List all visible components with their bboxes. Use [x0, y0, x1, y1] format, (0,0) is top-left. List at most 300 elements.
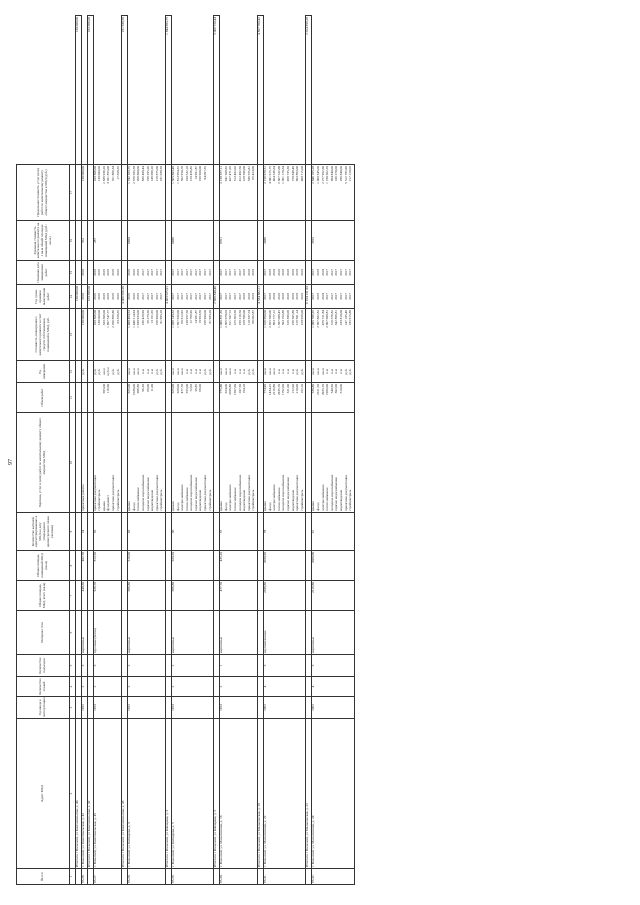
limit-cost-line: 199 295,26 — [145, 166, 150, 182]
accept-year-line: 2017 — [334, 293, 339, 300]
specific-cost: 6486 — [171, 221, 213, 261]
limit-cost-line: 336 555,81 — [246, 166, 251, 182]
accept-year-line: 2018 — [272, 293, 277, 300]
unit-line: куб.м — [106, 367, 111, 376]
work-volume-line: 355,00 — [184, 384, 189, 394]
accept-year-line: 2019 — [92, 293, 97, 300]
row-number: 65.26. — [82, 869, 88, 885]
plan-year-line: 2017 — [228, 269, 233, 276]
work-volume-line: 1038,00 — [131, 384, 136, 396]
subtotal-label: Итого по г Вольский, ул Малыгинская, д. 16 — [258, 719, 264, 869]
accept-year — [93, 285, 122, 309]
work-type-line: проектная документация — [343, 475, 348, 511]
year-built: 1953 — [171, 697, 213, 719]
accept-year-line: 2019 — [110, 293, 115, 300]
limit-cost-line: 1 565 603,49 — [170, 166, 175, 184]
premises-area: 813,50 — [93, 551, 122, 581]
accept-year-line: 2018 — [285, 293, 290, 300]
subtotal-cost: 6 224 131,93 — [306, 285, 312, 309]
limit-cost-line: 1 091 170,34 — [281, 166, 286, 184]
work-volume-line: 624,00 — [223, 384, 228, 394]
limit-cost-line: 1 730 362,28 — [325, 166, 330, 184]
cost-line: 66 092,87 — [251, 310, 256, 324]
work-type-line: крыша — [263, 501, 267, 511]
plan-year-line: 2018 — [246, 269, 251, 276]
limit-cost — [171, 165, 213, 221]
unit-line: п.м — [325, 369, 330, 374]
work-volume-line: 774,90 — [263, 384, 267, 394]
work-volume-line — [117, 384, 122, 411]
cost-line: 59 279,39 — [145, 310, 150, 324]
plan-year-line: 2019 — [136, 269, 141, 276]
column-header: Перечень услуг и (или) работ по капитальному ремонту общего имущества МКД — [17, 413, 70, 513]
limit-cost-line: 2 158 977,11 — [219, 166, 224, 184]
cost-line: 2 296 899,89 — [110, 310, 115, 328]
work-volume-line: 695,00 — [101, 384, 106, 394]
specific-cost: 552 — [82, 221, 88, 261]
column-number: 8 — [70, 551, 76, 581]
address: г. Вольский, ул. Комсомольская, д. 45 — [93, 719, 122, 869]
work-volume — [220, 383, 258, 413]
plan-year-line: 2018 — [315, 269, 320, 276]
unit-line: п.м — [233, 369, 238, 374]
limit-cost-line: 5 512 785,90 — [343, 166, 348, 184]
work-volume-line: 1434,25 — [267, 384, 272, 396]
residents: 91 — [312, 513, 354, 551]
entrances: 1 — [220, 655, 258, 677]
subtotal-label: Итого по г Вольский, ул Малыгинская, д. 22 — [306, 719, 312, 869]
cost-line: 1 009 871,35 — [219, 310, 224, 328]
cost — [220, 309, 258, 361]
work-volume-line: 2935,70 — [276, 384, 281, 396]
unit-line: кв.м — [180, 368, 185, 375]
subtotal-label: Итого по г Вольский, ул Кобзарева, д. 3 — [165, 719, 171, 869]
premises-area: 620,20 — [171, 551, 213, 581]
entrances: 3 — [82, 655, 88, 677]
cost-line: 342 896,81 — [334, 310, 339, 326]
column-number: 6 — [70, 611, 76, 655]
premises-area: 2068,60 — [312, 551, 354, 581]
accept-year — [220, 285, 258, 309]
work-type-line: горячее водоснабжение — [334, 477, 339, 511]
accept-year-line: 2017 — [311, 293, 316, 300]
cost-line: 1 897 547,77 — [106, 310, 111, 328]
entrances: 3 — [312, 655, 354, 677]
cost-line: 185 915,88 — [348, 310, 353, 326]
work-type-line: теплоснабжение — [233, 487, 238, 511]
year-built: 1962 — [312, 697, 354, 719]
register-table — [16, 15, 355, 885]
work-volume-line — [252, 384, 257, 411]
cost-line: 319 376,82 — [329, 310, 334, 326]
accept-year-line: 2019 — [131, 293, 136, 300]
work-type-line: фасад — [223, 502, 228, 511]
subtotal-limit: 1 844 693,75 — [165, 16, 171, 165]
unit-line: руб. — [159, 368, 164, 375]
work-type-line: водоотведение — [150, 489, 155, 511]
plan-year-line: 2017 — [180, 269, 185, 276]
column-number: 10 — [70, 413, 76, 513]
premises-area: 435,20 — [220, 551, 258, 581]
work-type-line: стройконтроль — [97, 489, 102, 511]
plan-year-line: 2018 — [276, 269, 281, 276]
residents: 37 — [220, 513, 258, 551]
cost-line: 2 365 678,03 — [223, 310, 228, 328]
work-volume-line — [209, 384, 214, 411]
plan-year-line: 2017 — [348, 269, 353, 276]
subtotal-limit: 130 000,00 — [76, 16, 82, 165]
column-header: Ед. измерения — [17, 361, 70, 383]
work-type-line: стройконтроль — [207, 489, 212, 511]
plan-year-line: 2019 — [97, 269, 102, 276]
table-row — [93, 16, 122, 885]
unit-line: руб. — [203, 368, 208, 375]
work-type — [312, 413, 354, 513]
wall-material: кирпичные — [82, 611, 88, 655]
plan-year-line: 2019 — [131, 269, 136, 276]
plan-year-line: 2017 — [219, 269, 224, 276]
cost-line: 147 185,49 — [343, 310, 348, 326]
subtotal-limit: 4 857 760,42 — [258, 16, 264, 165]
unit-line: руб. — [92, 368, 97, 375]
column-header: Общая площадь помещений МКД (кв.м) — [17, 551, 70, 581]
plan-year-line: 2018 — [299, 269, 304, 276]
limit-cost-line: 1 060 345,00 — [315, 166, 320, 184]
column-number: 11 — [70, 383, 76, 413]
cost-line: 18 993,59 — [198, 310, 203, 324]
plan-year-line: 2017 — [193, 269, 198, 276]
unit — [312, 361, 354, 383]
work-type-line: электроснабжение — [228, 484, 233, 511]
cost-line: 1 408 494,53 — [127, 310, 132, 328]
work-type-line: фасад — [267, 502, 272, 511]
limit-cost-line: 199 900,00 — [198, 166, 203, 182]
limit-cost-line: 2 846 165,28 — [311, 166, 316, 184]
premises-area: 616,00 — [128, 551, 166, 581]
unit-line: руб. — [97, 368, 102, 375]
plan-year-line: 2018 — [295, 269, 300, 276]
accept-year-line: 2017 — [159, 293, 164, 300]
plan-year-line: 2017 — [170, 269, 175, 276]
accept-year-line: 2017 — [140, 293, 145, 300]
work-volume-line: 625,00 — [170, 384, 175, 394]
limit-cost-line: 219 875,00 — [154, 166, 159, 182]
accept-year-line: 2019 — [115, 293, 120, 300]
entrances: 2 — [171, 655, 213, 677]
work-type — [171, 413, 213, 513]
column-number: 12 — [70, 361, 76, 383]
accept-year-line: 2017 — [343, 293, 348, 300]
column-number: 2 — [70, 719, 76, 869]
cost-line: 228 586,00 — [242, 310, 247, 326]
total-area: 440,30 — [82, 581, 88, 611]
column-header: № п/п — [17, 869, 70, 885]
residents: 36 — [171, 513, 213, 551]
year-built: 1953 — [220, 697, 258, 719]
plan-year — [220, 261, 258, 285]
work-type — [220, 413, 258, 513]
unit-line: п.м — [198, 369, 203, 374]
work-type-line: проектная документация — [92, 475, 97, 511]
work-type-line: стройконтроль — [299, 489, 304, 511]
accept-year — [128, 285, 166, 309]
accept-year-line: 2017 — [348, 293, 353, 300]
plan-year — [312, 261, 354, 285]
row-number: 65.28. — [128, 869, 166, 885]
accept-year-line: 2017 — [193, 293, 198, 300]
limit-cost-line: 2 667 532,08 — [276, 166, 281, 184]
unit-line: руб. — [81, 368, 85, 375]
address: г. Вольский, ул. Комсомольская, д. 42 — [82, 719, 88, 869]
unit-line: руб. — [110, 368, 115, 375]
column-header: Адрес МКД — [17, 719, 70, 869]
unit-line: п.м — [329, 369, 334, 374]
work-type-line: проектные работы — [81, 484, 85, 511]
work-volume-line: 2208,80 — [228, 384, 233, 396]
cost-line: 503 193,89 — [281, 310, 286, 326]
work-type-line: теплоснабжение — [136, 487, 141, 511]
accept-year-line: 2018 — [276, 293, 281, 300]
cost-line: 1 938 933,00 — [136, 310, 141, 328]
unit-line: кв.м — [311, 368, 316, 375]
limit-cost-line: 941 508,62 — [223, 166, 228, 182]
subtotal-cost: 4 066 656,29 — [122, 285, 128, 309]
cost-line: 228 959,00 — [299, 310, 304, 326]
plan-year-line: 2018 — [242, 269, 247, 276]
work-type-line: холодное водоснабжение — [237, 474, 242, 511]
unit-line: руб. — [207, 368, 212, 375]
subtotal-label: Итого по г Вольский, ул Комсомольская, д. 40 — [76, 719, 82, 869]
unit-line: кв.м — [315, 368, 320, 375]
work-type-line: проектная документация — [154, 475, 159, 511]
plan-year-line: 2017 — [207, 269, 212, 276]
plan-year-line: 2017 — [198, 269, 203, 276]
unit-line: п.м — [290, 369, 295, 374]
cost-line: 199 216,50 — [237, 310, 242, 326]
cost — [312, 309, 354, 361]
plan-year-line: 2017 — [329, 269, 334, 276]
accept-year-line: 2017 — [180, 293, 185, 300]
column-header: Объем работ — [17, 383, 70, 413]
plan-year — [128, 261, 166, 285]
unit-line: п.м — [184, 369, 189, 374]
limit-cost-line: 728 848,48 — [290, 166, 295, 182]
plan-year-line: 2017 — [150, 269, 155, 276]
accept-year-line: 2017 — [175, 293, 180, 300]
total-area: 926,70 — [93, 581, 122, 611]
limit-cost-line: 84 097,35 — [203, 166, 208, 180]
cost-line: 233 810,00 — [338, 310, 343, 326]
column-number: 9 — [70, 513, 76, 551]
residents: 35 — [93, 513, 122, 551]
cost-line: 81 985,20 — [159, 310, 164, 324]
unit-line: п.м — [145, 369, 150, 374]
work-type-line: фасад — [175, 502, 180, 511]
work-volume-line: 321,00 — [285, 384, 290, 394]
work-volume-line: 11,00 — [150, 384, 155, 392]
plan-year-line: 2017 — [237, 269, 242, 276]
accept-year-line: 2017 — [219, 293, 224, 300]
work-volume-line: 2216,80 — [272, 384, 277, 396]
subtotal-cost: 2 969 840,46 — [214, 285, 220, 309]
accept-year-line: 2017 — [233, 293, 238, 300]
cost-line: 13 191,65 — [150, 310, 155, 324]
accept-year-line: 2018 — [295, 293, 300, 300]
cost-line: 319 389,09 — [285, 310, 290, 326]
work-volume-line: 210,00 — [295, 384, 300, 394]
accept-year-line: 2017 — [237, 293, 242, 300]
limit-cost-line: 231 638,58 — [159, 166, 164, 182]
unit-line: п.м — [140, 369, 145, 374]
column-number: 17 — [70, 165, 76, 221]
plan-year-line: 2019 — [101, 269, 106, 276]
work-volume-line — [82, 384, 87, 411]
limit-cost — [220, 165, 258, 221]
work-type-line: холодное водоснабжение — [189, 474, 194, 511]
total-area: 2208,80 — [264, 581, 306, 611]
cost-line: 2 655 506,06 — [267, 310, 272, 328]
limit-cost-line: 161 866,34 — [110, 166, 115, 182]
entrances: 2 — [128, 655, 166, 677]
cost-line: 130 000,00 — [81, 310, 85, 326]
accept-year-line: 2018 — [242, 293, 247, 300]
unit-line: руб. — [348, 368, 353, 375]
limit-cost-line: 266 800,00 — [136, 166, 141, 182]
accept-year-line: 2018 — [320, 293, 325, 300]
cost-line: 219 581,14 — [295, 310, 300, 326]
specific-cost: 2486 — [264, 221, 306, 261]
limit-cost-line: 694 840,00 — [329, 166, 334, 182]
wall-material: кирпичные — [128, 611, 166, 655]
limit-cost-line: 459 735,30 — [285, 166, 290, 182]
column-header: Плановая дата завершения работ — [17, 261, 70, 285]
plan-year-line: 2017 — [338, 269, 343, 276]
accept-year-line: 2017 — [145, 293, 150, 300]
unit — [171, 361, 213, 383]
accept-year-line: 2017 — [203, 293, 208, 300]
limit-cost — [128, 165, 166, 221]
residents: 78 — [264, 513, 306, 551]
work-type — [264, 413, 306, 513]
plan-year-line: 2018 — [281, 269, 286, 276]
accept-year-line: 2017 — [263, 293, 267, 300]
unit-line: кв.м — [267, 368, 272, 375]
unit-line: п.м — [334, 369, 339, 374]
page-number: 97 — [8, 459, 14, 465]
work-volume-line: 119,60 — [106, 384, 111, 394]
limit-cost-line: 228 586,00 — [242, 166, 247, 182]
plan-year-line: 2018 — [272, 269, 277, 276]
limit-cost-line: 464 536,64 — [272, 166, 277, 182]
floors: 2 — [220, 677, 258, 697]
plan-year-line: 2019 — [127, 269, 132, 276]
column-number: 1 — [70, 869, 76, 885]
plan-year-line: 2017 — [145, 269, 150, 276]
unit-line: руб. — [295, 368, 300, 375]
work-type-line: крыша — [101, 501, 106, 511]
column-number: 14 — [70, 285, 76, 309]
wall-material: кирпичные — [171, 611, 213, 655]
unit-line: руб. — [343, 368, 348, 375]
column-number: 15 — [70, 261, 76, 285]
work-volume-line: 1966,00 — [325, 384, 330, 396]
accept-year-line: 2019 — [101, 293, 106, 300]
floors: 2 — [128, 677, 166, 697]
limit-cost-line: 149 099,20 — [150, 166, 155, 182]
work-type — [128, 413, 166, 513]
accept-year — [264, 285, 306, 309]
wall-material: кирпичные — [220, 611, 258, 655]
unit-line: руб. — [299, 368, 304, 375]
limit-cost-line: 592 950,70 — [180, 166, 185, 182]
column-number: 7 — [70, 581, 76, 611]
table-row — [220, 16, 258, 885]
specific-cost: 2955 — [312, 221, 354, 261]
work-type-line: горячее водоснабжение — [193, 477, 198, 511]
cost-line: 186 428,90 — [140, 310, 145, 326]
unit-line: руб. — [154, 368, 159, 375]
work-volume-line: 628,00 — [175, 384, 180, 394]
plan-year-line: 2018 — [251, 269, 256, 276]
accept-year-line: 2017 — [154, 293, 159, 300]
work-type-line: фасад — [131, 502, 136, 511]
work-volume-line: 2221,50 — [315, 384, 320, 396]
table-row — [264, 16, 306, 885]
work-volume-line: 194,10 — [242, 384, 247, 394]
column-number: 16 — [70, 221, 76, 261]
work-volume-line: 540,50 — [329, 384, 334, 394]
cost-line: 130 000,00 — [97, 310, 102, 326]
unit-line: кв.м — [101, 368, 106, 375]
accept-year-line: 2019 — [136, 293, 141, 300]
cost-line: 1 387 088,45 — [276, 310, 281, 328]
subtotal-limit: 103 366,00 — [87, 16, 93, 165]
premises-area: 402,70 — [82, 551, 88, 581]
table-row — [171, 16, 213, 885]
plan-year-line: 2017 — [233, 269, 238, 276]
work-volume-line: 207,50 — [237, 384, 242, 394]
plan-year-line: 2018 — [290, 269, 295, 276]
limit-cost-line: 498 715,00 — [299, 166, 304, 182]
work-volume-line: 72,03 — [189, 384, 194, 392]
cost — [93, 309, 122, 361]
column-header: Общая площадь МКД, всего (кв.м) — [17, 581, 70, 611]
subtotal-label: Итого по г Вольский, ул Комсомольская, д. 45 — [122, 719, 128, 869]
specific-cost: 6761 — [220, 221, 258, 261]
limit-cost — [93, 165, 122, 221]
cost-line: 1 085 709,35 — [311, 310, 316, 328]
unit-line: п.м — [189, 369, 194, 374]
limit-cost-line: 513 402,02 — [233, 166, 238, 182]
cost — [171, 309, 213, 361]
unit-line: руб. — [246, 368, 251, 375]
limit-cost-line: 296 840,00 — [338, 166, 343, 182]
cost-line: 14 981,87 — [193, 310, 198, 324]
column-header: Стоимость планируемого капитального ремонта за счет средств собственников помещений в МКД, руб. — [17, 309, 70, 361]
unit-line: п.м — [237, 369, 242, 374]
column-number: 3 — [70, 697, 76, 719]
accept-year-line: 2017 — [170, 293, 175, 300]
accept-year-line: 2017 — [184, 293, 189, 300]
floors: 2 — [93, 677, 122, 697]
unit-line: кв.м — [219, 368, 224, 375]
unit — [93, 361, 122, 383]
row-number: 65.31. — [264, 869, 306, 885]
unit-line: руб. — [251, 368, 256, 375]
work-type-line: крыша — [311, 501, 316, 511]
work-volume-line: 775,80 — [219, 384, 224, 394]
work-type-line: холодное водоснабжение — [140, 474, 145, 511]
